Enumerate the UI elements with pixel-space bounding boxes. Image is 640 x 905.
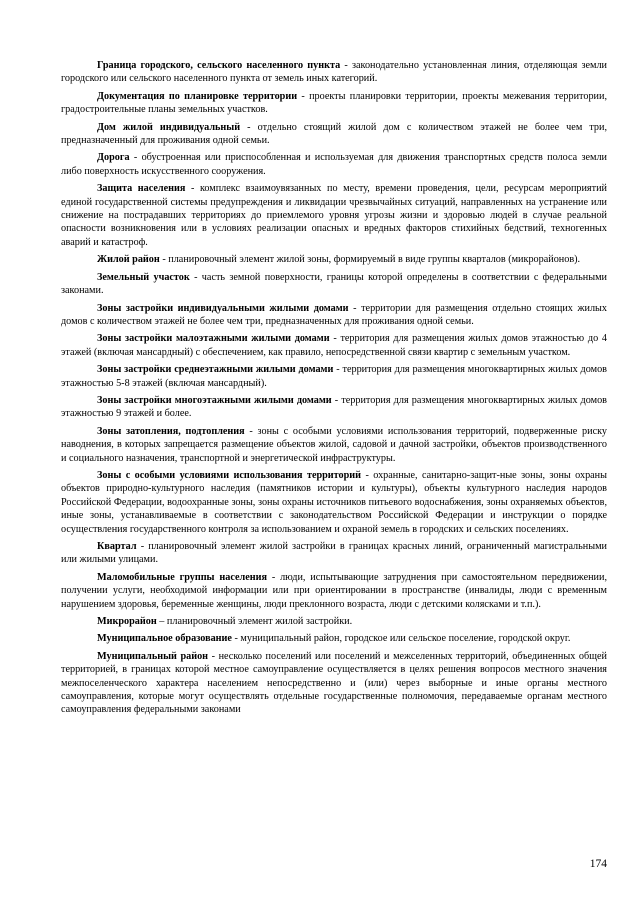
glossary-definition: охранные, санитарно-защит-ные зоны, зоны охраны объектов природно-культурного наследия (памятников истории и культуры), объекты культурного наследия народов Российской Федерации, водоохранные зоны, зоны охраны источников питьевого водоснабжения, зоны охраняемых объектов, иные зоны, устанавливаемые в соответствии с законодательством Российской Федерации и инструкции о порядке осуществления государственного контроля за использованием и охраной земель в городских и сельских поселениях. [61, 469, 607, 535]
term-separator: - [129, 152, 142, 164]
glossary-term: Зоны с особыми условиями использования территорий [97, 469, 362, 481]
glossary-term: Зоны застройки индивидуальными жилыми домами [97, 302, 349, 314]
glossary-entry [61, 540, 607, 567]
page-number: 174 [589, 858, 607, 870]
glossary-entry [61, 394, 607, 421]
glossary-term: Зоны застройки малоэтажными жилыми домами [97, 333, 330, 345]
term-separator: - [340, 60, 352, 71]
glossary-term: Зоны застройки многоэтажными жилыми домами [97, 394, 332, 406]
glossary-term: Зоны застройки среднеэтажными жилыми домами [97, 364, 334, 376]
glossary-term: Граница городского, сельского населенного пункта [97, 60, 341, 71]
glossary-definition: часть земной поверхности, границы которой определены в соответствии с федеральными законами. [61, 271, 607, 297]
glossary-entry [61, 59, 607, 86]
glossary-definition: обустроенная или приспособленная и используемая для движения транспортных средств полоса земли либо поверхность искусственного сооружения. [61, 152, 607, 177]
term-separator: - [185, 183, 200, 195]
term-separator: - [329, 333, 341, 345]
term-separator: - [208, 650, 219, 662]
glossary-definition: планировочный элемент жилой зоны, формируемый в виде группы кварталов (микрорайонов). [168, 254, 581, 266]
glossary-definition: территория для размещения многоквартирных жилых домов этажностью 9 этажей и более. [61, 394, 607, 420]
glossary-definition: территория для размещения жилых домов этажностью до 4 этажей (включая мансардный) с обеспечением, как правило, непосредственной связи квартир с земельным участком. [61, 333, 607, 358]
glossary-definition: люди, испытывающие затруднения при самостоятельном передвижении, получении услуги, необходимой информации или при ориентировании в пространстве (инвалиды, люди с временным нарушением здоровья, беременные женщины, люди преклонного возраста, люди с детскими колясками и т.п.). [61, 571, 607, 610]
glossary-term: Микрорайон [97, 616, 157, 628]
term-separator: - [297, 90, 310, 102]
glossary-definition: проекты планировки территории, проекты межевания территории, градостроительные планы земельных участков. [61, 90, 607, 116]
glossary-definition: планировочный элемент жилой застройки в границах красных линий, ограниченный магистральными или жилыми улицами. [61, 541, 607, 566]
glossary-entry [61, 332, 607, 359]
glossary-definition: планировочный элемент жилой застройки. [166, 616, 353, 628]
glossary-entry [61, 363, 607, 390]
glossary-entry [61, 182, 607, 249]
glossary-entry [61, 650, 607, 717]
glossary-body [61, 59, 607, 721]
term-separator: - [266, 571, 281, 583]
glossary-entry [61, 632, 607, 645]
glossary-definition: муниципальный район, городское или сельское поселение, городской округ. [240, 633, 571, 645]
glossary-definition: законодательно установленная линия, отделяющая земли городского или сельского населенного пункта от земель иных категорий. [61, 60, 607, 85]
glossary-entry [61, 469, 607, 536]
term-separator: - [348, 302, 362, 314]
glossary-term: Документация по планировке территории [97, 90, 298, 102]
term-separator: - [361, 469, 374, 481]
glossary-definition: комплекс взаимоувязанных по месту, времени проведения, цели, ресурсам мероприятий единой государственной системы предупреждения и ликвидации чрезвычайных ситуаций, направленных на устранение или снижение на пострадавших территориях до приемлемого уровня угрозы жизни и здоровью людей в случае реальной опасности возникновения или в условиях реализации опасных и вредных факторов стихийных бедствий, техногенных аварий и катастроф. [61, 183, 607, 248]
term-separator: - [244, 425, 258, 437]
glossary-term: Квартал [97, 541, 137, 552]
term-separator: - [189, 271, 202, 283]
glossary-entry [61, 425, 607, 465]
term-separator: - [331, 394, 342, 406]
glossary-term: Жилой район [97, 254, 160, 266]
glossary-definition: территории для размещения отдельно стоящих жилых домов с количеством этажей не более чем три, предназначенных для проживания одной семьи. [61, 302, 607, 327]
glossary-term: Земельный участок [97, 271, 190, 283]
term-separator: - [136, 541, 149, 552]
term-separator: - [333, 364, 343, 376]
term-separator: - [240, 121, 258, 133]
term-separator: – [156, 616, 167, 628]
glossary-entry [61, 271, 607, 298]
glossary-entry [61, 571, 607, 611]
glossary-definition: зоны с особыми условиями использования территорий, подверженные риску наводнения, в которых запрещается размещение объектов жилой, садовой и дачной застройки, объектов производственного и социального назначения, транспортной и энергетической инфраструктуры. [61, 425, 607, 464]
glossary-entry [61, 121, 607, 148]
glossary-term: Муниципальное образование [97, 633, 232, 645]
glossary-term: Зоны затопления, подтопления [97, 425, 245, 437]
glossary-term: Защита населения [97, 183, 186, 195]
term-separator: - [159, 254, 169, 266]
glossary-entry [61, 302, 607, 329]
glossary-entry [61, 90, 607, 117]
glossary-term: Дорога [97, 152, 130, 164]
glossary-term: Муниципальный район [97, 650, 209, 662]
glossary-entry [61, 151, 607, 178]
glossary-definition: несколько поселений или поселений и межселенных территорий, объединенных общей территорией, в границах которой местное самоуправление осуществляется в целях решения вопросов местного значения межпоселенческого характера населением непосредственно и (или) через выборные и иные органы местного самоуправления, которые могут осуществлять отдельные государственные полномочия, передаваемые органам местного самоуправления федеральными законами [61, 650, 607, 716]
glossary-entry [61, 253, 607, 266]
glossary-term: Маломобильные группы населения [97, 571, 267, 583]
glossary-definition: территория для размещения многоквартирных жилых домов этажностью 5-8 этажей (включая мансардный). [61, 364, 607, 389]
glossary-definition: отдельно стоящий жилой дом с количеством этажей не более чем три, предназначенный для проживания одной семьи. [61, 121, 607, 147]
glossary-term: Дом жилой индивидуальный [97, 121, 241, 133]
glossary-entry [61, 615, 607, 628]
term-separator: - [231, 633, 241, 645]
